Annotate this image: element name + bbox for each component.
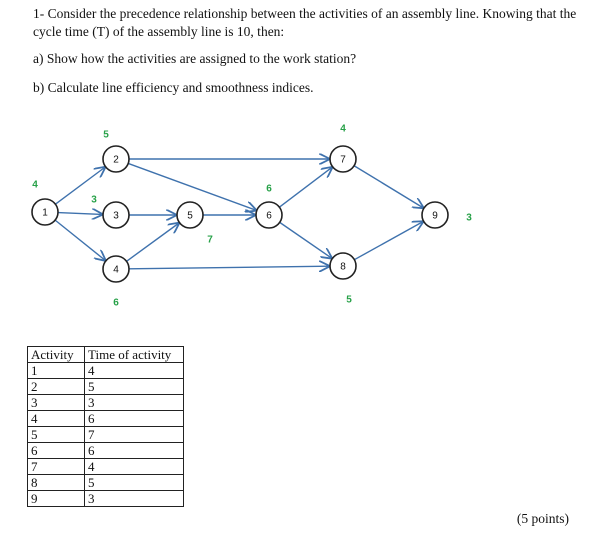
precedence-diagram: [0, 110, 605, 325]
node-time-label: 3: [91, 194, 97, 206]
table-row: [28, 443, 184, 459]
question-intro: 1- Consider the precedence relationship between the activities of an assembly line. Knowing that the cycle time (T) of the assembly line is 10, then:: [33, 6, 577, 39]
table-row: [28, 363, 184, 379]
activity-cell: 6: [28, 443, 85, 459]
edge-7-to-9: [354, 166, 423, 208]
time-cell: 3: [85, 395, 184, 411]
node-time-label: 6: [113, 297, 119, 309]
node-id-label: 6: [266, 210, 272, 222]
edge-4-to-5: [127, 223, 179, 261]
node-id-label: 7: [340, 154, 346, 166]
node-id-label: 2: [113, 154, 119, 166]
activity-cell: 4: [28, 411, 85, 427]
activity-cell: 5: [28, 427, 85, 443]
activity-cell: 8: [28, 475, 85, 491]
node-id-label: 4: [113, 264, 119, 276]
time-cell: 4: [85, 363, 184, 379]
activity-time-table: [27, 346, 184, 507]
time-cell: 7: [85, 427, 184, 443]
time-cell: 4: [85, 459, 184, 475]
time-cell: 5: [85, 475, 184, 491]
time-cell: 6: [85, 411, 184, 427]
node-6: [256, 184, 282, 229]
table-row: [28, 427, 184, 443]
edge-6-to-8: [280, 222, 332, 258]
node-1: [32, 180, 58, 226]
activity-cell: 2: [28, 379, 85, 395]
header-activity: Activity: [28, 347, 85, 363]
edge-1-to-2: [55, 167, 104, 204]
node-time-label: 4: [340, 123, 346, 135]
time-cell: 6: [85, 443, 184, 459]
node-9: [422, 202, 472, 228]
activity-cell: 9: [28, 491, 85, 507]
table-row: [28, 475, 184, 491]
edge-6-to-7: [279, 167, 331, 207]
node-7: [330, 124, 356, 173]
points-label: (5 points): [516, 511, 569, 526]
edge-1-to-3: [58, 213, 102, 215]
edge-1-to-4: [55, 220, 105, 260]
node-id-label: 3: [113, 210, 119, 222]
activity-cell: 3: [28, 395, 85, 411]
header-time: Time of activity: [85, 347, 184, 363]
table-row: [28, 491, 184, 507]
table-row: [28, 459, 184, 475]
node-time-label: 5: [346, 294, 352, 306]
question-part-b: b) Calculate line efficiency and smoothness indices.: [33, 80, 314, 95]
node-time-label: 7: [207, 234, 213, 246]
question-part-a: a) Show how the activities are assigned to the work station?: [33, 51, 357, 66]
node-id-label: 5: [187, 210, 193, 222]
table-row: [28, 395, 184, 411]
table-row: [28, 411, 184, 427]
node-id-label: 8: [340, 261, 346, 273]
time-cell: 3: [85, 491, 184, 507]
time-cell: 5: [85, 379, 184, 395]
node-time-label: 5: [103, 129, 109, 141]
table-header-row: [28, 347, 184, 363]
node-time-label: 4: [32, 179, 38, 191]
table-row: [28, 379, 184, 395]
node-time-label: 6: [266, 183, 272, 195]
node-time-label: 3: [466, 212, 472, 224]
node-3: [91, 195, 129, 229]
node-2: [103, 130, 129, 173]
node-8: [330, 253, 356, 306]
activity-cell: 1: [28, 363, 85, 379]
edge-4-to-8: [129, 266, 329, 269]
node-id-label: 9: [432, 210, 438, 222]
activity-cell: 7: [28, 459, 85, 475]
node-5: [177, 202, 213, 246]
node-id-label: 1: [42, 207, 48, 219]
edge-8-to-9: [354, 222, 422, 260]
node-4: [103, 256, 129, 309]
